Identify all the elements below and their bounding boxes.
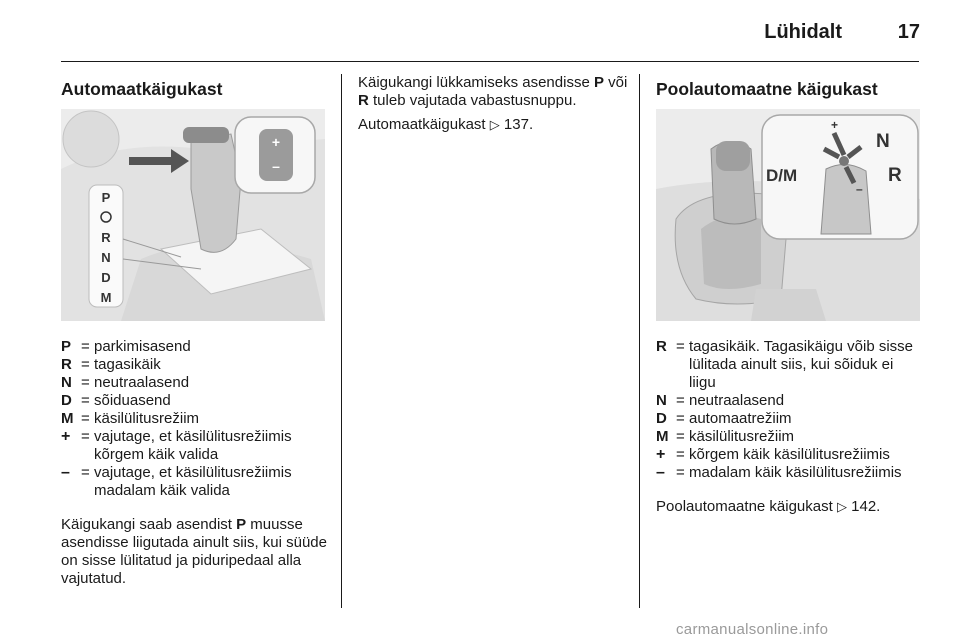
watermark: carmanualsonline.info <box>676 621 829 638</box>
legend-key: D <box>656 410 667 427</box>
fig-label-p: P <box>101 190 111 205</box>
legend-description: tagasikäik <box>94 356 161 373</box>
fig-label-d: D <box>101 270 111 285</box>
legend-key: + <box>656 446 666 463</box>
column-divider-2 <box>639 74 640 608</box>
legend-equals: = <box>676 464 685 481</box>
legend-description: vajutage, et käsilülitusrežiimis kõrgem käik valida <box>94 428 292 463</box>
legend-item <box>656 428 922 446</box>
legend-description: käsilülitusrežiim <box>94 410 200 427</box>
fig-label-r: R <box>888 165 902 186</box>
legend-item <box>656 392 922 410</box>
svg-text:+: + <box>271 134 281 150</box>
legend-item <box>61 392 327 410</box>
automatic-gearbox-legend <box>61 338 327 500</box>
legend-description: kõrgem käik käsilülitusrežiimis <box>689 446 890 463</box>
fig-label-n: N <box>101 250 111 265</box>
page-ref-arrow-icon: ▷ <box>489 117 500 132</box>
legend-description: neutraalasend <box>689 392 785 409</box>
legend-equals: = <box>81 428 90 445</box>
legend-equals: = <box>81 374 90 391</box>
legend-item <box>61 374 327 392</box>
header-divider <box>61 61 919 62</box>
legend-key: – <box>61 464 70 481</box>
page-number: 17 <box>897 21 920 43</box>
fig-label-r: R <box>101 230 111 245</box>
legend-item <box>656 446 922 464</box>
legend-description: parkimisasend <box>94 338 191 355</box>
legend-item <box>61 428 327 464</box>
left-column <box>61 74 327 588</box>
fig-label-n: N <box>876 131 890 152</box>
page-ref-arrow-icon: ▷ <box>836 499 847 514</box>
legend-key: D <box>61 392 72 409</box>
legend-key: N <box>656 392 667 409</box>
legend-equals: = <box>676 410 685 427</box>
svg-text:–: – <box>272 158 280 174</box>
legend-key: P <box>61 338 72 355</box>
legend-description: automaatrežiim <box>689 410 792 427</box>
legend-item <box>656 338 922 392</box>
legend-equals: = <box>81 392 90 409</box>
legend-equals: = <box>81 464 90 481</box>
legend-description: neutraalasend <box>94 374 190 391</box>
legend-key: + <box>61 428 71 445</box>
automatic-gear-lever-illustration <box>61 109 325 321</box>
automatic-gearbox-heading: Automaatkäigukast <box>61 79 223 99</box>
legend-description: tagasikäik. Tagasikäigu võib sisse lülitada ainult siis, kui sõiduk ei liigu <box>689 338 914 391</box>
section-title: Lühidalt <box>764 21 842 43</box>
left-paragraph: Käigukangi saab asendist P muusse asendisse liigutada ainult siis, kui süüde on sisse lülitatud ja piduripedaal alla vajutatud. <box>61 516 327 587</box>
legend-key: M <box>61 410 74 427</box>
legend-equals: = <box>81 356 90 373</box>
semi-automatic-gearbox-heading: Poolautomaatne käigukast <box>656 79 878 99</box>
legend-item <box>656 464 922 482</box>
legend-equals: = <box>81 338 90 355</box>
legend-equals: = <box>81 410 90 427</box>
legend-key: M <box>656 428 669 445</box>
legend-key: N <box>61 374 72 391</box>
legend-key: – <box>656 464 665 481</box>
legend-equals: = <box>676 428 685 445</box>
right-column <box>656 74 922 516</box>
semi-automatic-gearbox-figure <box>656 109 920 321</box>
svg-text:+: + <box>831 118 839 132</box>
legend-item <box>656 410 922 428</box>
middle-column <box>358 74 628 134</box>
page-header <box>0 0 960 60</box>
legend-description: madalam käik käsilülitusrežiimis <box>689 464 902 481</box>
legend-key: R <box>656 338 667 355</box>
column-divider-1 <box>341 74 342 608</box>
legend-key: R <box>61 356 72 373</box>
semi-automatic-gearbox-legend <box>656 338 922 482</box>
semi-automatic-gearbox-xref[interactable]: Poolautomaatne käigukast ▷ 142. <box>656 498 881 515</box>
legend-equals: = <box>676 338 685 355</box>
fig-label-m: M <box>100 290 112 305</box>
legend-equals: = <box>676 392 685 409</box>
legend-equals: = <box>676 446 685 463</box>
legend-item <box>61 356 327 374</box>
legend-item <box>61 338 327 356</box>
legend-description: vajutage, et käsilülitusrežiimis madalam käik valida <box>94 464 292 499</box>
legend-description: käsilülitusrežiim <box>689 428 795 445</box>
svg-text:–: – <box>856 182 863 196</box>
fig-label-dm: D/M <box>766 166 798 185</box>
legend-description: sõiduasend <box>94 392 171 409</box>
legend-item <box>61 464 327 500</box>
semi-automatic-gear-lever-illustration <box>656 109 920 321</box>
automatic-gearbox-figure <box>61 109 325 321</box>
automatic-gearbox-xref[interactable]: Automaatkäigukast ▷ 137. <box>358 116 534 133</box>
release-button-paragraph: Käigukangi lükkamiseks asendisse P või R tuleb vajutada vabastusnuppu. <box>358 74 628 109</box>
legend-item <box>61 410 327 428</box>
